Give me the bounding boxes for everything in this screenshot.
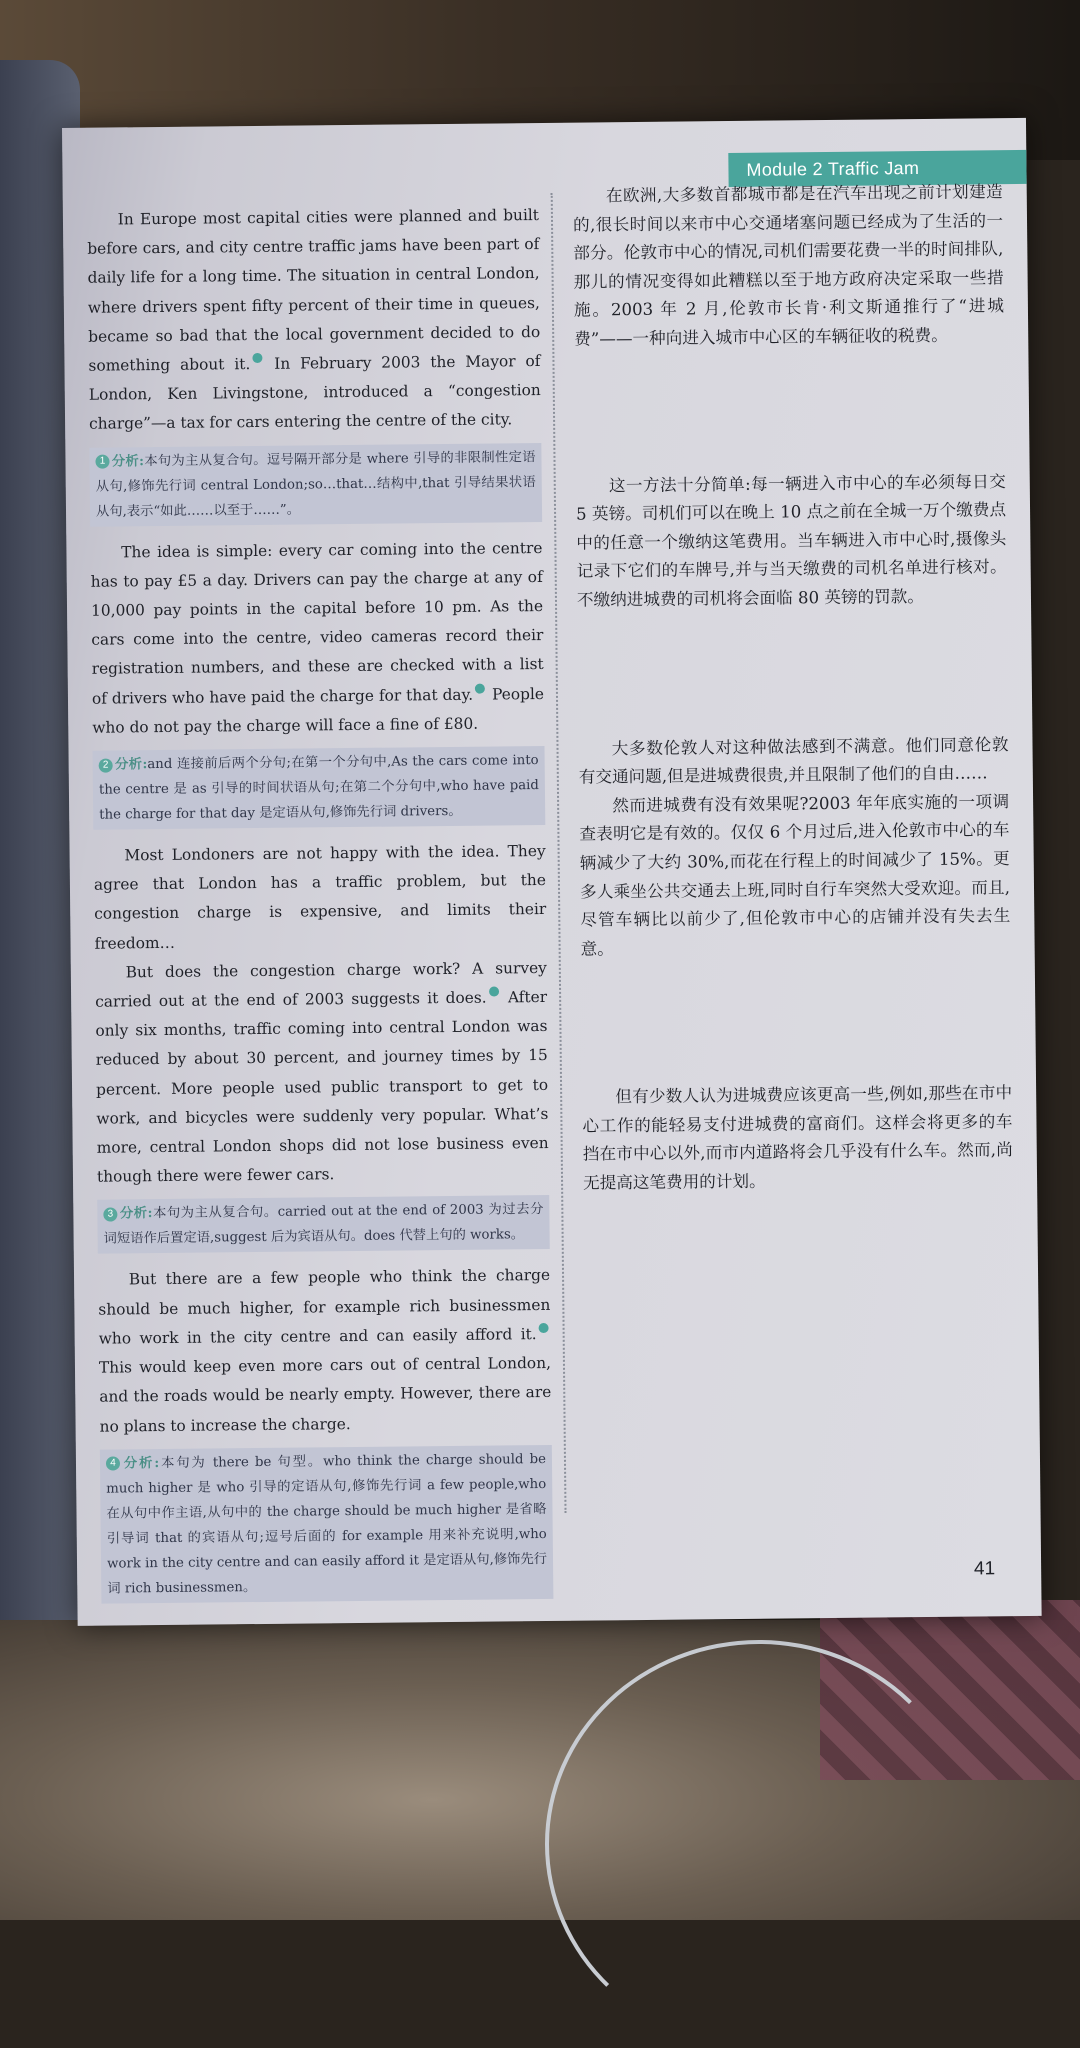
page-number: 41	[973, 1558, 996, 1580]
note-number-4: 4	[106, 1457, 120, 1471]
english-paragraph-4	[95, 954, 549, 1192]
english-paragraph-5	[98, 1261, 552, 1441]
p1b-text: In February 2003 the Mayor of London, Ken Livingstone, introduced a “congestion charge”—a tax for cars entering the centre of the city.	[88, 352, 541, 434]
p5b-text: This would keep even more cars out of central London, and the roads would be nearly empty. However, there are no plans to increase the charge.	[98, 1354, 552, 1436]
note-marker-1	[252, 353, 262, 363]
note-marker-3	[489, 986, 499, 996]
english-paragraph-3: Most Londoners are not happy with the idea. They agree that London has a traffic problem, but the congestion charge is expensive, and limits their freedom…	[93, 842, 547, 953]
note-marker-4	[539, 1323, 549, 1333]
english-paragraph-2	[90, 534, 544, 743]
earphone-cable	[545, 1640, 973, 2048]
p5-text: But there are a few people who think the charge should be much higher, for example rich businessmen who work in the city centre and can easily afford it.	[98, 1266, 551, 1348]
chinese-paragraph-3: 大多数伦敦人对这种做法感到不满意。他们同意伦敦有交通问题,但是进城费很贵,并且限制了他们的自由……	[578, 734, 1009, 787]
note-tag-2: 分析:	[114, 757, 148, 773]
note-number-3: 3	[103, 1207, 117, 1221]
note-text-3: 本句为主从复合句。carried out at the end of 2003 为过去分词短语作后置定语,suggest 后为宾语从句。does 代替上句的 works。	[103, 1202, 544, 1248]
module-header-tab: Module 2 Traffic Jam	[728, 150, 1026, 187]
chinese-paragraph-2: 这一方法十分简单:每一辆进入市中心的车必须每日交 5 英镑。司机们可以在晚上 10 点之前在全城一万个缴费点中的任意一个缴纳这笔费用。当车辆进入市中心时,摄像头记录下它们的车牌号,并与当天缴费的司机名单进行核对。不缴纳进城费的司机将会面临 80 英镑的罚款。	[575, 471, 1007, 610]
note-number-1: 1	[95, 455, 109, 469]
column-divider	[551, 193, 567, 1513]
analysis-note-1	[89, 443, 542, 527]
note-text-2: and 连接前后两个分句;在第一个分句中,As the cars come into the centre 是 as 引导的时间状语从句;在第二个分句中,who have paid the charge for that day 是定语从句,修饰先行词 drivers。	[98, 753, 539, 823]
analysis-note-3	[97, 1195, 550, 1254]
note-text-4: 本句为 there be 句型。who think the charge should be much higher 是 who 引导的定语从句,修饰先行词 a few people,who 在从句中作主语,从句中的 the charge should be much higher 是省略引导词 that 的宾语从句;逗号后面的 for example 用来补充说明,who work in the city centre and can easily afford it 是定语从句,修饰先行词 rich businessmen。	[106, 1451, 548, 1597]
p4-text: But does the congestion charge work? A survey carried out at the end of 2003 suggests it does.	[95, 958, 547, 1011]
note-number-2: 2	[99, 758, 113, 772]
analysis-note-2	[93, 746, 546, 830]
chinese-column	[573, 178, 1014, 1198]
p1-text: In Europe most capital cities were planned and built before cars, and city centre traffic jams have been part of daily life for a long time. The situation in central London, where drivers spent fifty percent of their time in queues, became so bad that the local government decided to do something about it.	[87, 206, 541, 375]
note-text-1: 本句为主从复合句。逗号隔开部分是 where 引导的非限制性定语从句,修饰先行词 central London;so…that…结构中,that 引导结果状语从句,表示“如此……以至于……”。	[95, 449, 536, 520]
chinese-paragraph-1: 在欧洲,大多数首都城市都是在汽车出现之前计划建造的,很长时间以来市中心交通堵塞问题已经成为了生活的一部分。伦敦市中心的情况,司机们需要花费一半的时间排队,那儿的情况变得如此糟糕以至于地方政府决定采取一些措施。2003 年 2 月,伦敦市长肯·利文斯通推行了“进城费”——一种向进入城市中心区的车辆征收的税费。	[572, 182, 1005, 349]
book-page	[62, 118, 1042, 1626]
note-tag-3: 分析:	[119, 1206, 153, 1222]
chinese-paragraph-4: 然而进城费有没有效果呢?2003 年年底实施的一项调查表明它是有效的。仅仅 6 个月过后,进入伦敦市中心的车辆减少了大约 30%,而花在行程上的时间减少了 15%。更多人乘坐公共交通去上班,同时自行车突然大受欢迎。而且,尽管车辆比以前少了,但伦敦市中心的店铺并没有失去生意。	[579, 791, 1011, 959]
note-marker-2	[475, 683, 485, 693]
analysis-note-4	[100, 1445, 554, 1604]
note-tag-1: 分析:	[111, 453, 145, 470]
english-paragraph-1	[87, 201, 541, 439]
english-column	[87, 201, 554, 1615]
p2b-text: People who do not pay the charge will face a fine of £80.	[92, 684, 545, 737]
note-tag-4: 分析:	[121, 1455, 160, 1472]
p2-text: The idea is simple: every car coming into the centre has to pay £5 a day. Drivers can pay the charge at any of 10,000 pay points in the capital before 10 pm. As the cars come into the centre, video cameras record their registration numbers, and these are checked with a list of drivers who have paid the charge for that day.	[90, 538, 544, 708]
chinese-paragraph-5: 但有少数人认为进城费应该更高一些,例如,那些在市中心工作的能轻易支付进城费的富商们。这样会将更多的车挡在市中心以外,而市内道路将会几乎没有什么车。然而,尚无提高这笔费用的计划。	[582, 1083, 1013, 1193]
p4b-text: After only six months, traffic coming into central London was reduced by about 30 percent, and journey times by 15 percent. More people used public transport to get to work, and bicycles were suddenly very popular. What’s more, central London shops did not lose business even though there were fewer cars.	[95, 988, 549, 1186]
